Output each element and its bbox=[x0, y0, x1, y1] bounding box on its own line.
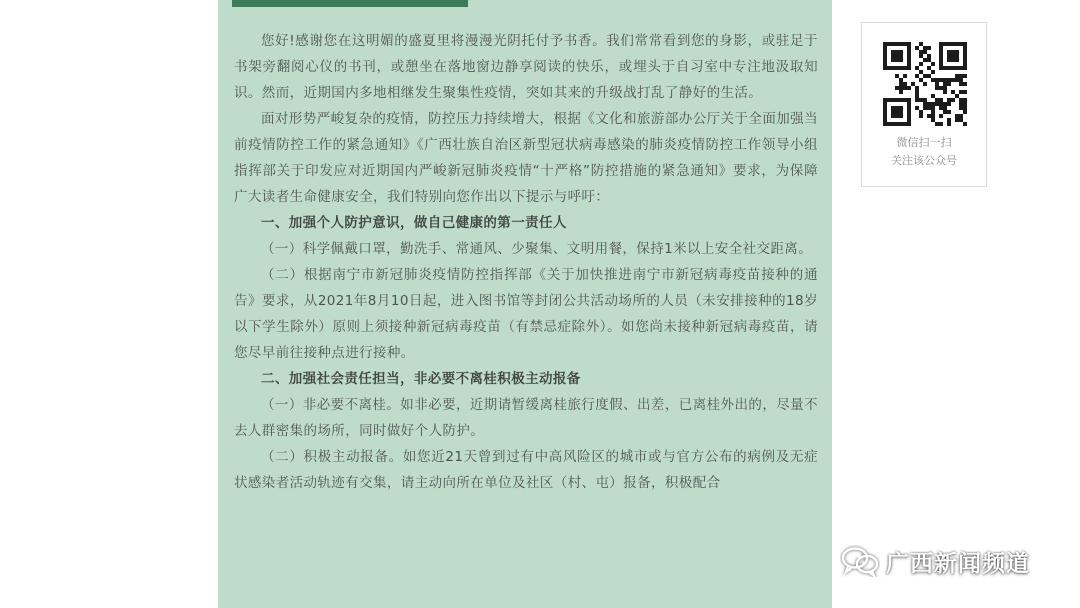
qr-card[interactable] bbox=[861, 22, 987, 187]
wechat-icon bbox=[840, 545, 880, 577]
article-panel bbox=[218, 0, 832, 608]
article-content bbox=[234, 28, 818, 496]
qr-caption-line1: 微信扫一扫 bbox=[896, 136, 952, 149]
intro-paragraph: 您好!感谢您在这明媚的盛夏里将漫漫光阴托付予书香。我们常常看到您的身影，或驻足于书架旁翻阅心仪的书刊，或憩坐在落地窗边静享阅读的快乐，或埋头于自习室中专注地汲取知识。然而，近期国内多地相继发生聚集性疫情，突如其来的升级战打乱了静好的生活。 bbox=[234, 33, 818, 101]
section-2-item-1: （一）非必要不离桂。如非必要，近期请暂缓离桂旅行度假、出差，已离桂外出的，尽量不去人群密集的场所，同时做好个人防护。 bbox=[234, 397, 818, 439]
section-heading-2: 二、加强社会责任担当，非必要不离桂积极主动报备 bbox=[261, 371, 581, 387]
qr-code[interactable] bbox=[883, 42, 967, 126]
section-2-item-2: （二）积极主动报备。如您近21天曾到过有中高风险区的城市或与官方公布的病例及无症状感染者活动轨迹有交集，请主动向所在单位及社区（村、屯）报备，积极配合 bbox=[234, 449, 818, 491]
top-accent-rule bbox=[232, 0, 468, 7]
section-1-item-2: （二）根据南宁市新冠肺炎疫情防控指挥部《关于加快推进南宁市新冠病毒疫苗接种的通告》要求，从2021年8月10日起，进入图书馆等封闭公共活动场所的人员（未安排接种的18岁以下学生除外）原则上须接种新冠病毒疫苗（有禁忌症除外）。如您尚未接种新冠病毒疫苗，请您尽早前往接种点进行接种。 bbox=[234, 267, 818, 361]
watermark-text: 广西新闻频道 bbox=[886, 550, 1030, 577]
basis-paragraph: 面对形势严峻复杂的疫情，防控压力持续增大，根据《文化和旅游部办公厅关于全面加强当前疫情防控工作的紧急通知》《广西壮族自治区新型冠状病毒感染的肺炎疫情防控工作领导小组指挥部关于印发应对近期国内严峻新冠肺炎疫情“十严格”防控措施的紧急通知》要求，为保障广大读者生命健康安全，我们特别向您作出以下提示与呼吁： bbox=[234, 111, 818, 205]
section-heading-1: 一、加强个人防护意识，做自己健康的第一责任人 bbox=[261, 215, 567, 231]
section-1-item-1: （一）科学佩戴口罩，勤洗手、常通风、少聚集、文明用餐，保持1米以上安全社交距离。 bbox=[261, 241, 813, 257]
channel-watermark bbox=[840, 543, 1030, 579]
qr-caption-line2: 关注该公众号 bbox=[891, 154, 957, 167]
